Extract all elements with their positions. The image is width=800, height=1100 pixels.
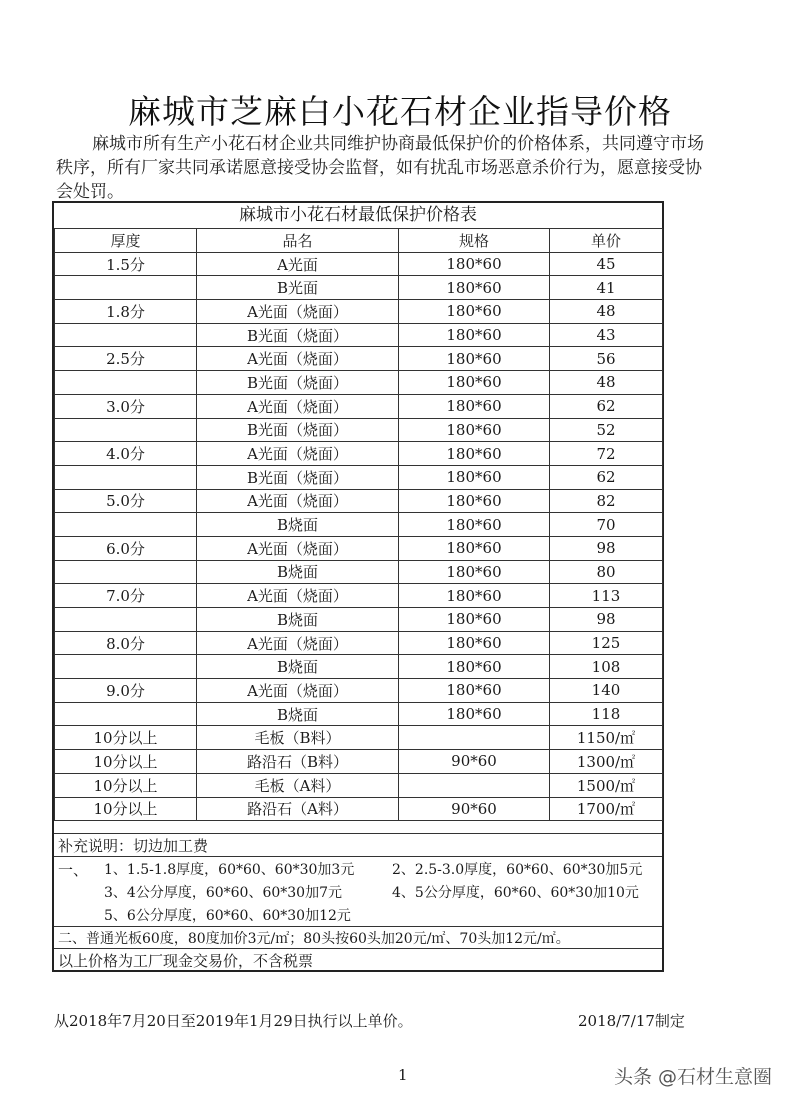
price-cell: 48 xyxy=(550,300,663,324)
product-cell: B光面（烧面） xyxy=(197,418,399,442)
price-cell: 108 xyxy=(550,655,663,679)
table-row xyxy=(55,276,663,300)
table-row xyxy=(55,513,663,537)
thickness-cell: 10分以上 xyxy=(55,750,197,774)
table-row xyxy=(55,750,663,774)
thickness-cell xyxy=(55,513,197,537)
table-row xyxy=(55,442,663,466)
price-cell: 1700/㎡ xyxy=(550,797,663,821)
table-row xyxy=(55,773,663,797)
header-price: 单价 xyxy=(550,229,663,253)
product-cell: A光面（烧面） xyxy=(197,394,399,418)
spec-cell: 180*60 xyxy=(399,584,550,608)
header-thickness: 厚度 xyxy=(55,229,197,253)
product-cell: B烧面 xyxy=(197,702,399,726)
table-row xyxy=(55,371,663,395)
product-cell: 路沿石（A料） xyxy=(197,797,399,821)
price-table xyxy=(54,228,663,821)
table-row xyxy=(55,584,663,608)
product-cell: B烧面 xyxy=(197,513,399,537)
cash-note: 以上价格为工厂现金交易价，不含税票 xyxy=(58,952,314,970)
thickness-cell xyxy=(55,702,197,726)
price-cell: 62 xyxy=(550,394,663,418)
product-cell: B烧面 xyxy=(197,560,399,584)
page-title: 麻城市芝麻白小花石材企业指导价格 xyxy=(128,92,672,131)
product-cell: 路沿石（B料） xyxy=(197,750,399,774)
price-cell: 62 xyxy=(550,465,663,489)
divider xyxy=(54,926,662,927)
product-cell: B光面（烧面） xyxy=(197,465,399,489)
divider xyxy=(54,856,662,857)
spec-cell: 180*60 xyxy=(399,679,550,703)
spec-cell: 180*60 xyxy=(399,608,550,632)
spec-cell: 180*60 xyxy=(399,702,550,726)
thickness-cell xyxy=(55,276,197,300)
thickness-cell: 10分以上 xyxy=(55,797,197,821)
thickness-cell xyxy=(55,560,197,584)
thickness-cell xyxy=(55,418,197,442)
spec-cell: 180*60 xyxy=(399,394,550,418)
note-item1-e: 5、6公分厚度，60*60、60*30加12元 xyxy=(104,908,351,924)
price-cell: 45 xyxy=(550,252,663,276)
product-cell: A光面（烧面） xyxy=(197,584,399,608)
price-cell: 1150/㎡ xyxy=(550,726,663,750)
header-product: 品名 xyxy=(197,229,399,253)
thickness-cell: 9.0分 xyxy=(55,679,197,703)
note-item1-d: 4、5公分厚度，60*60、60*30加10元 xyxy=(392,885,639,901)
note-item1-c: 3、4公分厚度，60*60、60*30加7元 xyxy=(104,885,342,901)
thickness-cell xyxy=(55,371,197,395)
price-cell: 43 xyxy=(550,323,663,347)
thickness-cell xyxy=(55,655,197,679)
price-cell: 113 xyxy=(550,584,663,608)
spec-cell xyxy=(399,773,550,797)
table-row xyxy=(55,726,663,750)
spec-cell: 180*60 xyxy=(399,536,550,560)
validity-note: 从2018年7月20日至2019年1月29日执行以上单价。 xyxy=(54,1012,413,1030)
table-row xyxy=(55,655,663,679)
product-cell: B光面（烧面） xyxy=(197,323,399,347)
price-cell: 48 xyxy=(550,371,663,395)
product-cell: A光面（烧面） xyxy=(197,631,399,655)
table-row xyxy=(55,418,663,442)
product-cell: B烧面 xyxy=(197,655,399,679)
price-cell: 80 xyxy=(550,560,663,584)
product-cell: A光面（烧面） xyxy=(197,442,399,466)
header-spec: 规格 xyxy=(399,229,550,253)
table-row xyxy=(55,394,663,418)
spec-cell: 180*60 xyxy=(399,655,550,679)
product-cell: 毛板（B料） xyxy=(197,726,399,750)
price-cell: 70 xyxy=(550,513,663,537)
product-cell: A光面（烧面） xyxy=(197,489,399,513)
table-row xyxy=(55,702,663,726)
product-cell: 毛板（A料） xyxy=(197,773,399,797)
price-cell: 41 xyxy=(550,276,663,300)
price-cell: 140 xyxy=(550,679,663,703)
thickness-cell: 3.0分 xyxy=(55,394,197,418)
note-item1-prefix: 一、 xyxy=(58,861,89,879)
price-cell: 1500/㎡ xyxy=(550,773,663,797)
spec-cell: 180*60 xyxy=(399,371,550,395)
spec-cell: 180*60 xyxy=(399,252,550,276)
thickness-cell: 5.0分 xyxy=(55,489,197,513)
spec-cell: 90*60 xyxy=(399,797,550,821)
table-row xyxy=(55,323,663,347)
thickness-cell: 2.5分 xyxy=(55,347,197,371)
price-cell: 98 xyxy=(550,608,663,632)
spec-cell: 90*60 xyxy=(399,750,550,774)
table-row xyxy=(55,560,663,584)
note-item1-a: 1、1.5-1.8厚度，60*60、60*30加3元 xyxy=(104,862,355,878)
table-row xyxy=(55,489,663,513)
table-header-row xyxy=(55,229,663,253)
thickness-cell xyxy=(55,608,197,632)
table-row xyxy=(55,347,663,371)
price-cell: 82 xyxy=(550,489,663,513)
spec-cell: 180*60 xyxy=(399,442,550,466)
spec-cell: 180*60 xyxy=(399,513,550,537)
price-cell: 118 xyxy=(550,702,663,726)
thickness-cell: 7.0分 xyxy=(55,584,197,608)
thickness-cell xyxy=(55,465,197,489)
thickness-cell: 4.0分 xyxy=(55,442,197,466)
table-row xyxy=(55,679,663,703)
thickness-cell: 8.0分 xyxy=(55,631,197,655)
issue-date: 2018/7/17制定 xyxy=(578,1012,685,1030)
thickness-cell: 10分以上 xyxy=(55,773,197,797)
spec-cell: 180*60 xyxy=(399,300,550,324)
note-item1-b: 2、2.5-3.0厚度，60*60、60*30加5元 xyxy=(392,862,643,878)
product-cell: A光面（烧面） xyxy=(197,679,399,703)
table-title: 麻城市小花石材最低保护价格表 xyxy=(239,205,477,225)
table-row xyxy=(55,608,663,632)
note-item2: 二、普通光板60度，80度加价3元/㎡；80头按60头加20元/㎡、70头加12元/㎡。 xyxy=(58,931,570,947)
price-cell: 1300/㎡ xyxy=(550,750,663,774)
page-number: 1 xyxy=(398,1066,408,1084)
table-row xyxy=(55,797,663,821)
table-row xyxy=(55,300,663,324)
product-cell: A光面（烧面） xyxy=(197,536,399,560)
spec-cell: 180*60 xyxy=(399,465,550,489)
watermark: 头条 @石材生意圈 xyxy=(614,1066,773,1088)
product-cell: B烧面 xyxy=(197,608,399,632)
price-cell: 56 xyxy=(550,347,663,371)
product-cell: B光面 xyxy=(197,276,399,300)
intro-paragraph: 麻城市所有生产小花石材企业共同维护协商最低保护价的价格体系，共同遵守市场秩序，所有厂家共同承诺愿意接受协会监督，如有扰乱市场恶意杀价行为，愿意接受协会处罚。 xyxy=(56,134,704,202)
spec-cell: 180*60 xyxy=(399,631,550,655)
divider xyxy=(54,833,662,834)
product-cell: A光面 xyxy=(197,252,399,276)
table-row xyxy=(55,631,663,655)
price-cell: 52 xyxy=(550,418,663,442)
spec-cell: 180*60 xyxy=(399,276,550,300)
thickness-cell: 10分以上 xyxy=(55,726,197,750)
price-cell: 98 xyxy=(550,536,663,560)
price-cell: 72 xyxy=(550,442,663,466)
divider xyxy=(54,948,662,949)
thickness-cell xyxy=(55,323,197,347)
product-cell: A光面（烧面） xyxy=(197,300,399,324)
table-row xyxy=(55,536,663,560)
spec-cell: 180*60 xyxy=(399,323,550,347)
spec-cell: 180*60 xyxy=(399,560,550,584)
thickness-cell: 1.8分 xyxy=(55,300,197,324)
price-cell: 125 xyxy=(550,631,663,655)
spec-cell xyxy=(399,726,550,750)
spec-cell: 180*60 xyxy=(399,489,550,513)
spec-cell: 180*60 xyxy=(399,347,550,371)
product-cell: A光面（烧面） xyxy=(197,347,399,371)
product-cell: B光面（烧面） xyxy=(197,371,399,395)
thickness-cell: 6.0分 xyxy=(55,536,197,560)
spec-cell: 180*60 xyxy=(399,418,550,442)
notes-heading: 补充说明：切边加工费 xyxy=(58,837,209,855)
table-row xyxy=(55,252,663,276)
table-row xyxy=(55,465,663,489)
thickness-cell: 1.5分 xyxy=(55,252,197,276)
